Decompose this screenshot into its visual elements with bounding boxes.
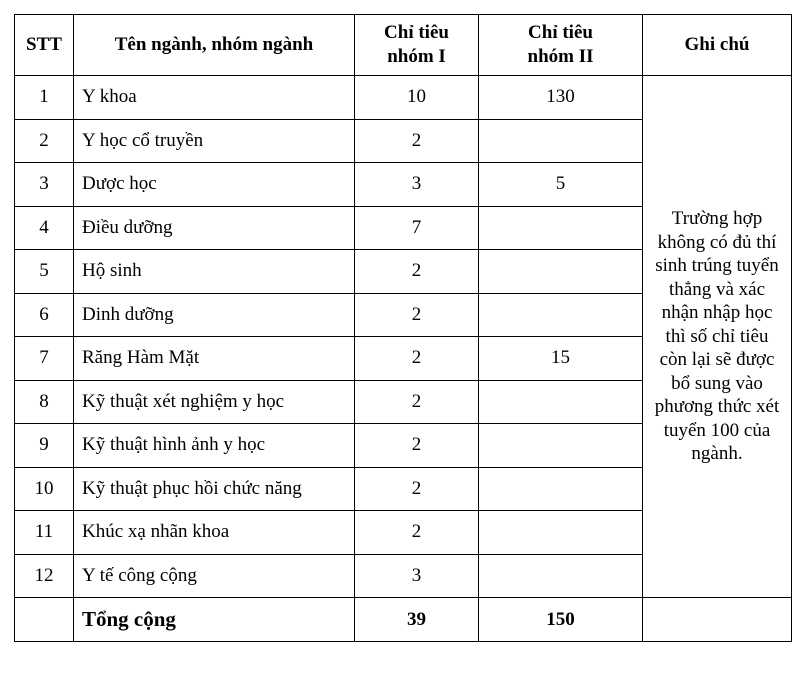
- cell-group2: [479, 250, 643, 294]
- note-line: thẳng và xác: [668, 278, 765, 300]
- header-note: Ghi chú: [643, 15, 792, 76]
- cell-stt: 11: [15, 511, 74, 555]
- cell-stt: 5: [15, 250, 74, 294]
- cell-group2: [479, 424, 643, 468]
- cell-name: Kỹ thuật hình ảnh y học: [74, 424, 355, 468]
- cell-name: Y tế công cộng: [74, 554, 355, 598]
- cell-name: Điều dưỡng: [74, 206, 355, 250]
- cell-stt: 3: [15, 163, 74, 207]
- note-line: nhận nhập học: [661, 302, 773, 324]
- cell-group2: [479, 293, 643, 337]
- cell-stt: 4: [15, 206, 74, 250]
- cell-group1: 2: [355, 424, 479, 468]
- cell-stt: 2: [15, 119, 74, 163]
- cell-stt: 12: [15, 554, 74, 598]
- cell-group1: 7: [355, 206, 479, 250]
- cell-group2: [479, 119, 643, 163]
- cell-group1: 2: [355, 293, 479, 337]
- cell-group1: 2: [355, 250, 479, 294]
- header-group1-line1: Chỉ tiêu: [384, 22, 449, 43]
- cell-group1: 2: [355, 511, 479, 555]
- total-group1: 39: [355, 598, 479, 642]
- cell-group1: 2: [355, 119, 479, 163]
- cell-group2: [479, 554, 643, 598]
- cell-stt: 8: [15, 380, 74, 424]
- header-group1: [355, 15, 479, 76]
- table-row: [15, 76, 792, 120]
- cell-group2: [479, 380, 643, 424]
- total-label: Tổng cộng: [74, 598, 355, 642]
- header-group2-line2: nhóm II: [527, 46, 594, 67]
- cell-stt: 9: [15, 424, 74, 468]
- cell-group1: 3: [355, 163, 479, 207]
- header-row: [15, 15, 792, 76]
- cell-group2: [479, 511, 643, 555]
- note-line: phương thức xét: [654, 396, 780, 418]
- cell-name: Dinh dưỡng: [74, 293, 355, 337]
- header-group1-line2: nhóm I: [387, 46, 446, 67]
- cell-group1: 2: [355, 467, 479, 511]
- cell-group2: 5: [479, 163, 643, 207]
- total-group2: 150: [479, 598, 643, 642]
- cell-group1: 2: [355, 380, 479, 424]
- cell-stt: 1: [15, 76, 74, 120]
- cell-group1: 3: [355, 554, 479, 598]
- note-line: thì số chỉ tiêu: [665, 325, 769, 347]
- cell-group2: [479, 206, 643, 250]
- note-line: ngành.: [691, 443, 743, 465]
- cell-stt: 10: [15, 467, 74, 511]
- note-line: Trường hợp: [671, 208, 763, 230]
- cell-name: Dược học: [74, 163, 355, 207]
- cell-group2: 15: [479, 337, 643, 381]
- cell-group1: 2: [355, 337, 479, 381]
- note-line: không có đủ thí: [657, 231, 777, 253]
- cell-group1: 10: [355, 76, 479, 120]
- admission-quota-table: [14, 14, 792, 642]
- cell-stt: 7: [15, 337, 74, 381]
- cell-name: Y học cổ truyền: [74, 119, 355, 163]
- header-group2-line1: Chỉ tiêu: [528, 22, 593, 43]
- cell-name: Khúc xạ nhãn khoa: [74, 511, 355, 555]
- cell-group2: [479, 467, 643, 511]
- cell-name: Hộ sinh: [74, 250, 355, 294]
- note-cell: [643, 76, 792, 598]
- cell-name: Kỹ thuật phục hồi chức năng: [74, 467, 355, 511]
- total-row: [15, 598, 792, 642]
- total-stt-empty: [15, 598, 74, 642]
- total-note-empty: [643, 598, 792, 642]
- note-line: còn lại sẽ được: [659, 349, 775, 371]
- cell-group2: 130: [479, 76, 643, 120]
- cell-name: Kỹ thuật xét nghiệm y học: [74, 380, 355, 424]
- header-stt: STT: [15, 15, 74, 76]
- cell-name: Răng Hàm Mặt: [74, 337, 355, 381]
- cell-stt: 6: [15, 293, 74, 337]
- admission-quota-table-wrapper: [14, 14, 792, 642]
- header-name: Tên ngành, nhóm ngành: [74, 15, 355, 76]
- note-line: sinh trúng tuyển: [655, 255, 779, 277]
- note-line: bổ sung vào: [671, 372, 763, 394]
- note-line: tuyển 100 của: [663, 419, 771, 441]
- header-group2: [479, 15, 643, 76]
- cell-name: Y khoa: [74, 76, 355, 120]
